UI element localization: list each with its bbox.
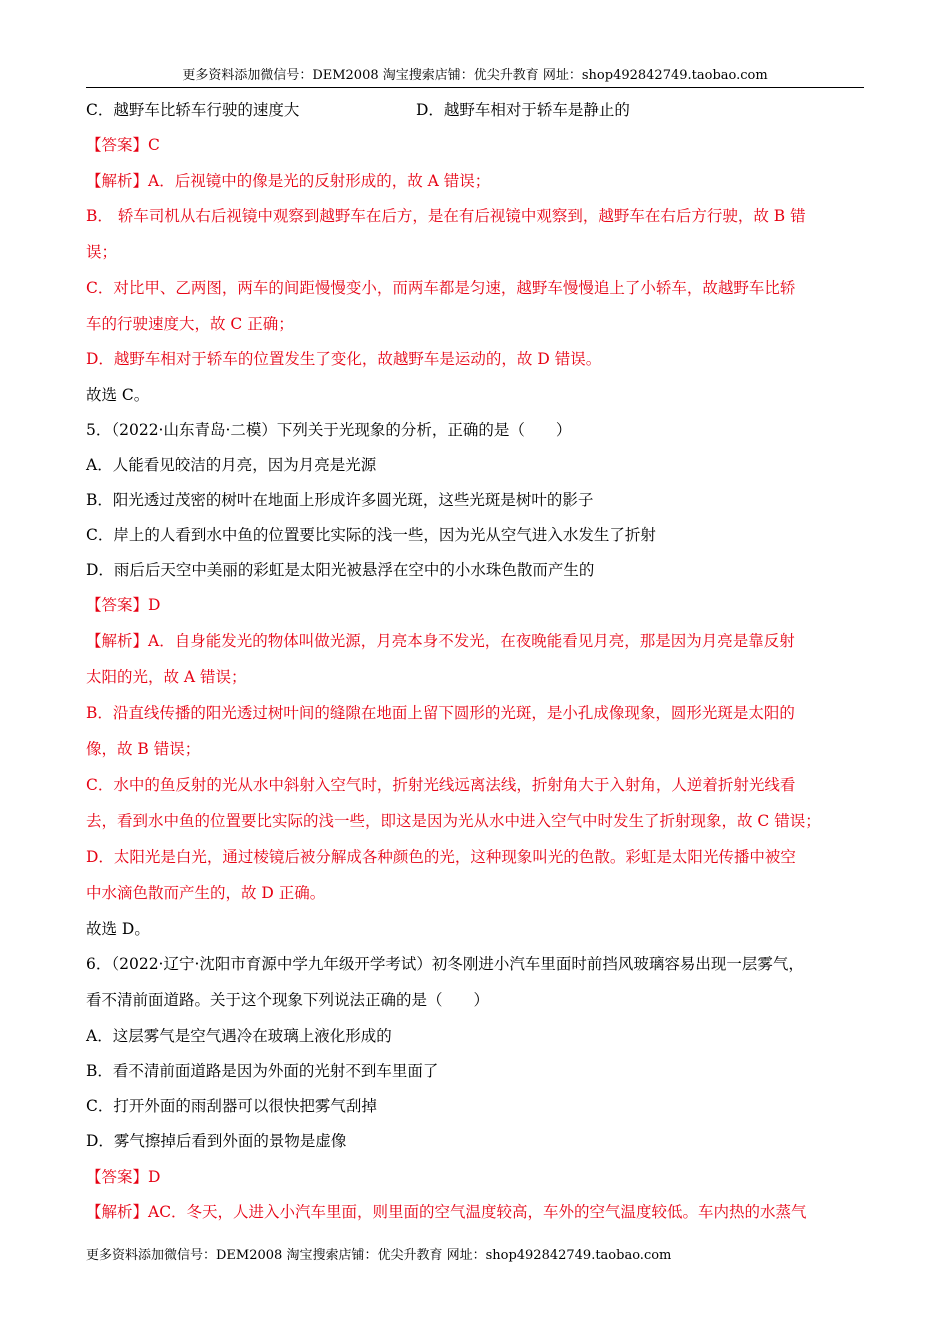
q5-analysis-line: 【解析】A．自身能发光的物体叫做光源，月亮本身不发光，在夜晚能看见月亮，那是因为月亮是靠反射 bbox=[86, 632, 795, 650]
q4-option-d: D．越野车相对于轿车是静止的 bbox=[416, 101, 630, 119]
q4-analysis-line: 误； bbox=[86, 243, 118, 261]
q6-option-c: C．打开外面的雨刮器可以很快把雾气刮掉 bbox=[86, 1097, 377, 1115]
q6-stem-line: 6．（2022·辽宁·沈阳市育源中学九年级开学考试）初冬刚进小汽车里面时前挡风玻璃容易出现一层雾气， bbox=[86, 955, 804, 973]
q5-analysis-line: B．沿直线传播的阳光透过树叶间的缝隙在地面上留下圆形的光斑，是小孔成像现象，圆形光斑是太阳的 bbox=[86, 704, 795, 722]
q5-option-a: A．人能看见皎洁的月亮，因为月亮是光源 bbox=[86, 456, 377, 474]
q5-analysis-line: 中水滴色散而产生的，故 D 正确。 bbox=[86, 884, 326, 902]
q4-conclusion: 故选 C。 bbox=[86, 386, 150, 404]
q4-analysis-line: C．对比甲、乙两图，两车的间距慢慢变小，而两车都是匀速，越野车慢慢追上了小轿车，故越野车比轿 bbox=[86, 279, 796, 297]
q5-analysis-line: 像，故 B 错误； bbox=[86, 740, 201, 758]
q5-answer: 【答案】D bbox=[86, 596, 161, 614]
q4-answer: 【答案】C bbox=[86, 136, 160, 154]
q4-analysis-line: B． 轿车司机从右后视镜中观察到越野车在后方，是在有后视镜中观察到，越野车在右后方行驶，故 B 错 bbox=[86, 207, 806, 225]
q5-analysis-line: D．太阳光是白光，通过棱镜后被分解成各种颜色的光，这种现象叫光的色散。彩虹是太阳光传播中被空 bbox=[86, 848, 796, 866]
q4-option-c: C．越野车比轿车行驶的速度大 bbox=[86, 101, 300, 119]
q6-answer: 【答案】D bbox=[86, 1168, 161, 1186]
q6-analysis-line: 【解析】AC．冬天，人进入小汽车里面，则里面的空气温度较高，车外的空气温度较低。车内热的水蒸气 bbox=[86, 1203, 807, 1221]
q5-analysis-line: C．水中的鱼反射的光从水中斜射入空气时，折射光线远离法线，折射角大于入射角，人逆着折射光线看 bbox=[86, 776, 796, 794]
q5-option-b: B．阳光透过茂密的树叶在地面上形成许多圆光斑，这些光斑是树叶的影子 bbox=[86, 491, 594, 509]
q5-analysis-line: 太阳的光，故 A 错误； bbox=[86, 668, 247, 686]
q6-option-a: A．这层雾气是空气遇冷在玻璃上液化形成的 bbox=[86, 1027, 392, 1045]
q5-stem: 5．（2022·山东青岛·二模）下列关于光现象的分析，正确的是（ ） bbox=[86, 421, 572, 439]
q6-stem-line: 看不清前面道路。关于这个现象下列说法正确的是（ ） bbox=[86, 991, 490, 1009]
q5-option-d: D．雨后后天空中美丽的彩虹是太阳光被悬浮在空中的小水珠色散而产生的 bbox=[86, 561, 595, 579]
q4-analysis-line: 【解析】A．后视镜中的像是光的反射形成的，故 A 错误； bbox=[86, 172, 491, 190]
q5-conclusion: 故选 D。 bbox=[86, 920, 150, 938]
page-header: 更多资料添加微信号：DEM2008 淘宝搜索店铺：优尖升教育 网址：shop492842749.taobao.com bbox=[86, 66, 864, 88]
q6-option-d: D．雾气擦掉后看到外面的景物是虚像 bbox=[86, 1132, 347, 1150]
page-footer: 更多资料添加微信号：DEM2008 淘宝搜索店铺：优尖升教育 网址：shop492842749.taobao.com bbox=[86, 1248, 672, 1263]
q5-analysis-line: 去，看到水中鱼的位置要比实际的浅一些，即这是因为光从水中进入空气中时发生了折射现象，故 C 错误； bbox=[86, 812, 821, 830]
q4-analysis-line: 车的行驶速度大，故 C 正确； bbox=[86, 315, 294, 333]
q4-analysis-line: D．越野车相对于轿车的位置发生了变化，故越野车是运动的，故 D 错误。 bbox=[86, 350, 602, 368]
q6-option-b: B．看不清前面道路是因为外面的光射不到车里面了 bbox=[86, 1062, 439, 1080]
q5-option-c: C．岸上的人看到水中鱼的位置要比实际的浅一些，因为光从空气进入水发生了折射 bbox=[86, 526, 656, 544]
